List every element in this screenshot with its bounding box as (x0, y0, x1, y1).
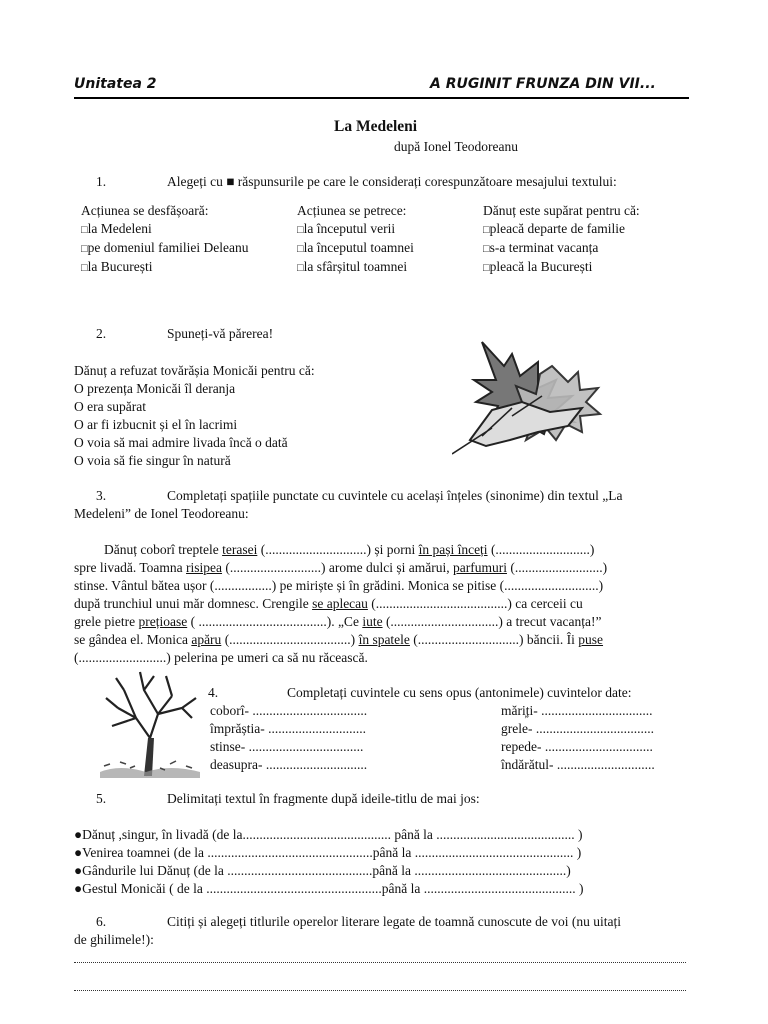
ex1-prompt: Alegeți cu ■ răspunsurile pe care le considerați corespunzătoare mesajului textului: (167, 174, 617, 189)
ex3-text-line[interactable]: (..........................) pelerina pe umeri ca să nu răcească. (74, 650, 368, 665)
ex3-text-line: se gândea el. Monica apăru (....................................) în spatele (..............................) băncii. Îi puse (74, 632, 604, 647)
keyword: se aplecau (312, 596, 368, 611)
checkbox-option[interactable]: □ la începutul toamnei (297, 239, 414, 258)
ex2-number: 2. (96, 326, 107, 341)
checkbox-option[interactable]: □ la București (81, 258, 248, 277)
fragment-item[interactable]: ●Gestul Monicăi ( de la ....................................................până la ............................................. ) (74, 881, 584, 896)
keyword: în spatele (358, 632, 410, 647)
ex3-text-line: grele pietre prețioase ( ......................................). „Ce iute (................................) a trecut vacanța!” (74, 614, 602, 629)
checkbox-option[interactable]: □ la începutul verii (297, 220, 414, 239)
keyword: prețioase (138, 614, 188, 629)
radio-option[interactable]: O ar fi izbucnit și el în lacrimi (74, 417, 238, 432)
fragment-item[interactable]: ●Venirea toamnei (de la .................................................până la ............................................... ) (74, 845, 582, 860)
ex3-text-line: după trunchiul unui măr domnesc. Crengile se aplecau (.......................................) ca cerceii cu (74, 596, 583, 611)
ex4-number: 4. (208, 685, 219, 700)
ex6-number: 6. (96, 914, 107, 929)
ex3-prompt-line2: Medeleni” de Ionel Teodoreanu: (74, 506, 249, 521)
ex1-col-head: Dănuț este supărat pentru că: (483, 203, 640, 218)
ex3-text-line[interactable]: stinse. Vântul bătea ușor (.................) pe miriște și în grădini. Monica se pitise (............................) (74, 578, 604, 593)
chapter-title: A RUGINIT FRUNZA DIN VII... (430, 76, 656, 92)
checkbox-option[interactable]: □ pleacă departe de familie (483, 220, 640, 239)
answer-line[interactable] (74, 962, 686, 963)
bare-tree-illustration (100, 668, 204, 780)
ex2-question: Dănuț a refuzat tovărășia Monicăi pentru că: (74, 363, 315, 378)
ex1-col-reason (483, 202, 640, 277)
antonym-field[interactable]: împrăștia- ............................. (210, 721, 366, 736)
ex3-prompt-line1: Completați spațiile punctate cu cuvintele cu același înțeles (sinonime) din textul „La (167, 488, 623, 503)
ex5-prompt: Delimitați textul în fragmente după ideile-titlu de mai jos: (167, 791, 480, 806)
ex1-col-location (81, 202, 248, 277)
ex2-options (74, 362, 315, 470)
antonym-field[interactable]: stinse- .................................. (210, 739, 364, 754)
checkbox-option[interactable]: □ pleacă la București (483, 258, 640, 277)
antonym-field[interactable]: grele- ................................... (501, 721, 654, 736)
ex5-items (74, 826, 583, 898)
radio-option[interactable]: O prezența Monicăi îl deranja (74, 381, 236, 396)
ex4-right-list (501, 702, 655, 774)
ex1-number: 1. (96, 174, 107, 189)
fragment-item[interactable]: ●Gândurile lui Dănuț (de la ...........................................până la .............................................) (74, 863, 571, 878)
keyword: risipea (186, 560, 223, 575)
keyword: iute (362, 614, 383, 629)
radio-option[interactable]: O era supărat (74, 399, 146, 414)
antonym-field[interactable]: îndărătul- ............................. (501, 757, 655, 772)
fragment-item[interactable]: ●Dănuț ,singur, în livadă (de la............................................ până la ......................................... ) (74, 827, 583, 842)
maple-leaf-illustration (452, 336, 604, 464)
ex1-col-time (297, 202, 414, 277)
ex1-col-head: Acțiunea se desfășoară: (81, 203, 209, 218)
keyword: apăru (191, 632, 222, 647)
ex2-prompt: Spuneți-vă părerea! (167, 326, 274, 341)
antonym-field[interactable]: deasupra- .............................. (210, 757, 368, 772)
ex4-prompt: Completați cuvintele cu sens opus (antonimele) cuvintelor date: (287, 685, 632, 700)
keyword: terasei (222, 542, 258, 557)
checkbox-option[interactable]: □ la sfârșitul toamnei (297, 258, 414, 277)
ex6-prompt-line2: de ghilimele!): (74, 932, 154, 947)
ex4-left-list (210, 702, 367, 774)
header-rule (74, 97, 689, 99)
unit-label: Unitatea 2 (74, 76, 157, 92)
keyword: parfumuri (452, 560, 507, 575)
keyword: în pași înceți (418, 542, 488, 557)
ex3-number: 3. (96, 488, 107, 503)
radio-option[interactable]: O voia să fie singur în natură (74, 453, 231, 468)
radio-option[interactable]: O voia să mai admire livada încă o dată (74, 435, 288, 450)
ex5-number: 5. (96, 791, 107, 806)
antonym-field[interactable]: repede- ................................ (501, 739, 653, 754)
ex1-col-head: Acțiunea se petrece: (297, 203, 407, 218)
ex6-prompt-line1: Citiți și alegeți titlurile operelor literare legate de toamnă cunoscute de voi (nu uitați (167, 914, 621, 929)
keyword: puse (578, 632, 604, 647)
page-title: La Medeleni (334, 118, 418, 135)
ex3-text-line: Dănuț coborî treptele terasei (..............................) și porni în pași înceți (............................) (104, 542, 595, 557)
antonym-field[interactable]: mări̦ți- ................................. (501, 703, 653, 718)
checkbox-option[interactable]: □ pe domeniul familiei Deleanu (81, 239, 248, 258)
ex3-text-line: spre livadă. Toamna risipea (...........................) arome dulci și amărui, parfumuri (..........................) (74, 560, 608, 575)
page-subtitle: după Ionel Teodoreanu (394, 139, 519, 154)
checkbox-option[interactable]: □ la Medeleni (81, 220, 248, 239)
answer-line[interactable] (74, 990, 686, 991)
antonym-field[interactable]: coborî- .................................. (210, 703, 368, 718)
checkbox-option[interactable]: □ s-a terminat vacanța (483, 239, 640, 258)
